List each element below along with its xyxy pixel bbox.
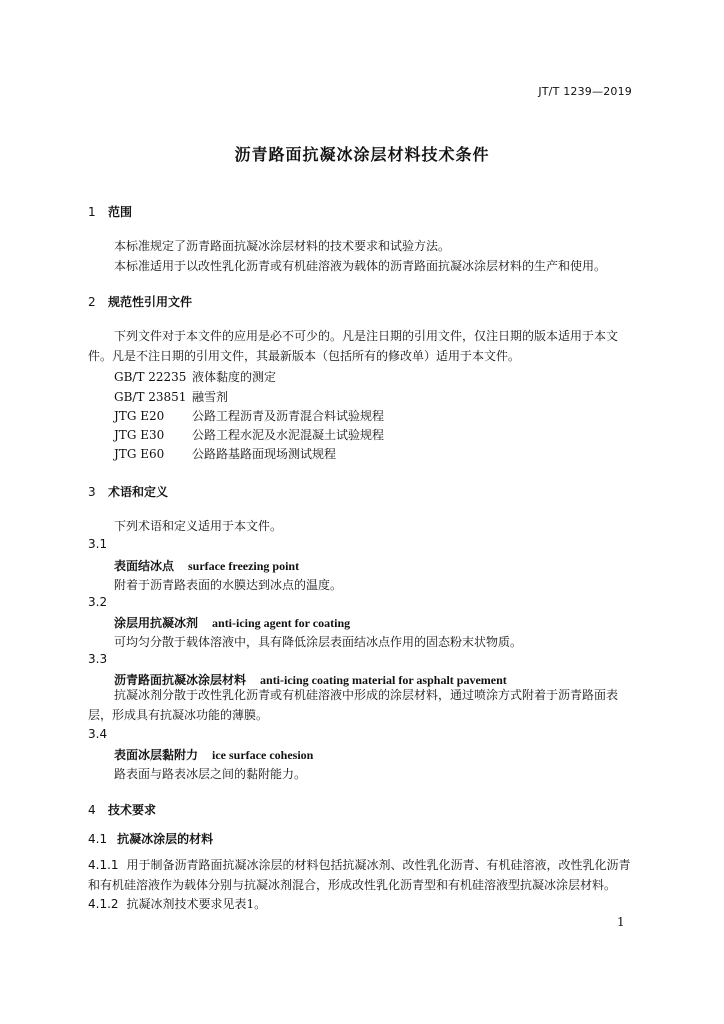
term-heading: 表面冰层黏附力 ice surface cohesion — [114, 748, 314, 762]
term-definition: 可均匀分散于载体溶液中，具有降低涂层表面结冰点作用的固态粉末状物质。 — [114, 635, 523, 649]
reference-item: JTG E30 公路工程水泥及水泥混凝土试验规程 — [114, 428, 385, 442]
document-title: 沥青路面抗凝冰涂层材料技术条件 — [234, 145, 490, 164]
section-1-heading: 1 范围 — [88, 205, 133, 219]
reference-item: GB/T 23851 融雪剂 — [114, 390, 229, 404]
section-2-intro: 下列文件对于本文件的应用是必不可少的。凡是注日期的引用文件，仅注日期的版本适用于本文件。凡是不注日期的引用文件，其最新版本（包括所有的修改单）适用于本文件。 — [88, 329, 619, 363]
section-1-para-2: 本标准适用于以改性乳化沥青或有机硅溶液为载体的沥青路面抗凝冰涂层材料的生产和使用。 — [114, 259, 607, 273]
reference-item: JTG E60 公路路基路面现场测试规程 — [114, 447, 337, 461]
clause-4-1-2: 4.1.2 抗凝冰剂技术要求见表1。 — [88, 897, 267, 911]
section-2-heading: 2 规范性引用文件 — [88, 295, 193, 309]
section-3-heading: 3 术语和定义 — [88, 485, 169, 499]
reference-item: GB/T 22235 液体黏度的测定 — [114, 370, 277, 384]
page-number: 1 — [617, 915, 625, 929]
term-number: 3.3 — [88, 652, 108, 666]
term-definition: 附着于沥青路表面的水膜达到冰点的温度。 — [114, 578, 343, 592]
standard-code: JT/T 1239—2019 — [538, 85, 632, 98]
reference-item: JTG E20 公路工程沥青及沥青混合料试验规程 — [114, 409, 385, 423]
term-definition: 路表面与路表冰层之间的黏附能力。 — [114, 767, 307, 781]
section-3-intro: 下列术语和定义适用于本文件。 — [114, 519, 283, 533]
term-heading: 涂层用抗凝冰剂 anti-icing agent for coating — [114, 616, 351, 630]
term-number: 3.4 — [88, 727, 108, 741]
section-1-para-1: 本标准规定了沥青路面抗凝冰涂层材料的技术要求和试验方法。 — [114, 239, 451, 253]
section-4-heading: 4 技术要求 — [88, 803, 157, 817]
term-heading: 表面结冰点 surface freezing point — [114, 559, 300, 573]
term-number: 3.2 — [88, 595, 108, 609]
subsection-4-1-heading: 4.1 抗凝冰涂层的材料 — [88, 832, 214, 846]
clause-4-1-1: 4.1.1 用于制备沥青路面抗凝冰涂层的材料包括抗凝冰剂、改性乳化沥青、有机硅溶液，改性乳化沥青和有机硅溶液作为载体分别与抗凝冰剂混合，形成改性乳化沥青型和有机硅溶液型抗凝冰涂层材料。 — [88, 858, 631, 892]
term-definition: 抗凝冰剂分散于改性乳化沥青或有机硅溶液中形成的涂层材料，通过喷涂方式附着于沥青路面表层，形成具有抗凝冰功能的薄膜。 — [88, 688, 619, 722]
term-heading: 沥青路面抗凝冰涂层材料 anti-icing coating material for asphalt pavement — [114, 673, 507, 687]
term-number: 3.1 — [88, 537, 108, 551]
